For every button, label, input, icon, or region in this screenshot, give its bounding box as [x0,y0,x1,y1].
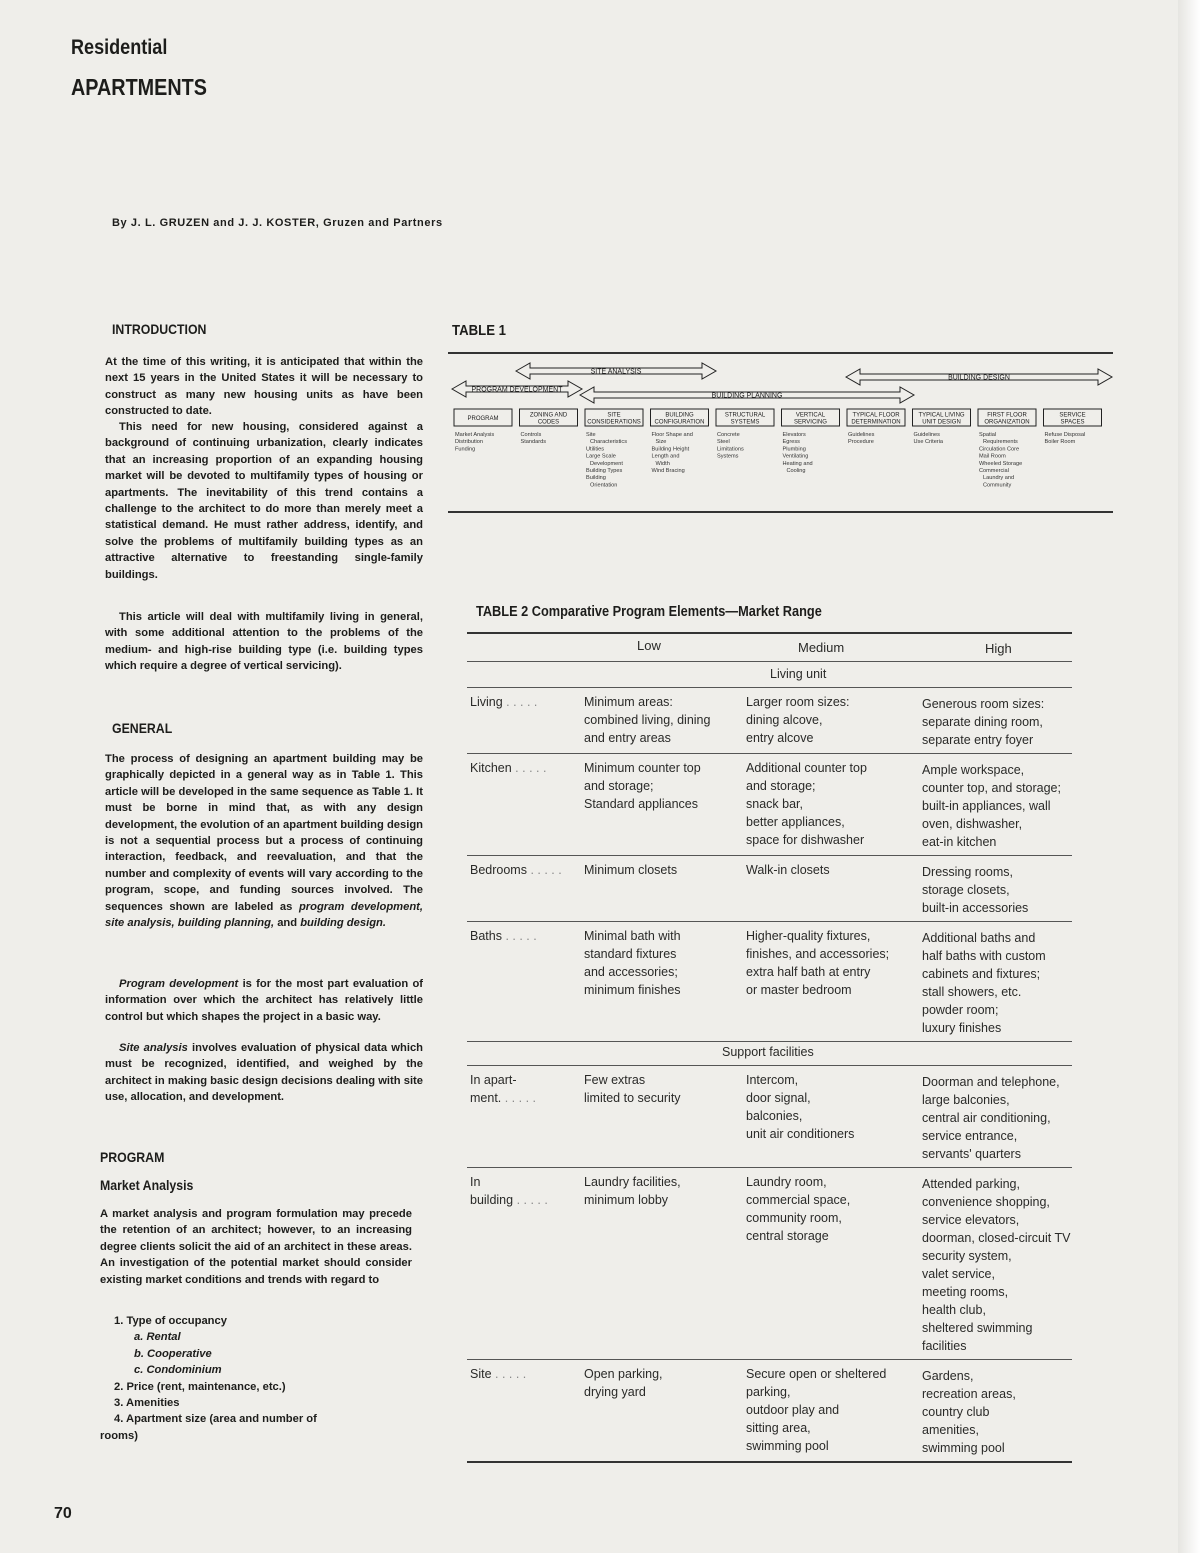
row-rule [467,921,1072,922]
site-analysis-arrow-label: SITE ANALYSIS [590,368,642,376]
cell-medium: central storage [746,1229,829,1243]
cell-high: Attended parking, [922,1177,1020,1191]
list-item: c. Condominium [134,1364,222,1377]
cell-medium: swimming pool [746,1439,829,1453]
cell-high: servants' quarters [922,1147,1021,1161]
group-label: Living unit [770,667,827,681]
list-item: a. Rental [134,1331,181,1344]
cell-high: cabinets and fixtures; [922,967,1041,981]
table1-step-item: Guidelines [913,432,940,438]
cell-medium: snack bar, [746,797,803,811]
cell-medium: unit air conditioners [746,1127,855,1141]
table1-step-item: Mail Room [979,453,1006,460]
table1-step-item: Guidelines [848,432,875,438]
table1-step-label: UNIT DESIGN [922,419,961,426]
table1-step-label: ZONING AND [529,412,568,419]
table1-step-item: Egress [782,439,800,446]
general-p1-and: and [277,917,298,930]
cell-medium: door signal, [746,1091,811,1105]
general-p3-term: Site analysis [119,1042,188,1054]
table1-step-label: SITE [607,412,621,419]
list-item: 3. Amenities [114,1397,180,1410]
table1-step-label: FIRST FLOOR [987,412,1027,419]
table1-step-item: Steel [717,439,730,446]
cell-high: doorman, closed-circuit TV [922,1231,1071,1245]
leader-dots: . . . . . [502,695,538,709]
table1-step-item: Use Criteria [913,439,944,446]
cell-high: swimming pool [922,1441,1005,1455]
cell-high: Generous room sizes: [922,697,1045,711]
cell-medium: space for dishwasher [746,833,865,847]
cell-low: Minimal bath with [584,929,681,943]
list-item: rooms) [100,1429,138,1442]
cell-high: central air conditioning, [922,1111,1051,1125]
table1-step-item: Large Scale [586,453,616,460]
cell-medium: finishes, and accessories; [746,947,890,961]
table1-step-item: Systems [717,453,739,460]
table1-step-label: CODES [537,419,560,426]
table1-bottom-rule [448,511,1113,513]
cell-high: health club, [922,1303,986,1317]
cell-low: Minimum areas: [584,695,673,709]
table1-step-label: SERVICE [1059,412,1086,419]
cell-medium: commercial space, [746,1193,851,1207]
cell-high: counter top, and storage; [922,781,1061,795]
byline: By J. L. GRUZEN and J. J. KOSTER, Gruzen and Partners [112,217,443,229]
cell-medium: Higher-quality fixtures, [746,929,871,943]
row-label: Site . . . . . [470,1367,527,1381]
cell-high: Ample workspace, [922,763,1025,777]
general-paragraph-1 [105,751,423,931]
program-paragraph: A market analysis and program formulation may precede the retention of an architect; however, to an increasing degree clients solicit the aid of an architect in these areas. An investigation of the potential market should consider existing market conditions and trends with regard to [100,1208,412,1286]
cell-medium: entry alcove [746,731,814,745]
row-label: Bedrooms . . . . . [470,863,562,877]
table1-step-item: Standards [520,439,546,446]
program-development-arrow-label: PROGRAM DEVELOPMENT [471,386,563,394]
market-analysis-list [100,1313,420,1444]
table1-step-item: Refuse Disposal [1044,432,1086,438]
leader-dots: . . . . . [526,863,562,877]
column-header-low: Low [637,638,661,653]
cell-high: country club [922,1405,990,1419]
cell-high: separate entry foyer [922,733,1034,747]
cell-low: minimum finishes [584,983,681,997]
general-p2-term: Program development [119,978,239,990]
cell-low: Few extras [584,1073,646,1087]
cell-low: Standard appliances [584,797,698,811]
group-rule [467,687,1072,688]
table1-step-item: Community [983,482,1012,489]
cell-low: and storage; [584,779,654,793]
leader-dots: . . . . . [491,1367,527,1381]
cell-high: built-in accessories [922,901,1029,915]
table1-step-item: Site [586,432,596,438]
table1-step-item: Building [586,475,606,482]
page-title: APARTMENTS [71,74,207,100]
page-number: 70 [54,1505,72,1522]
cell-high: meeting rooms, [922,1285,1009,1299]
table1-step-item: Floor Shape and [651,432,693,438]
table1-step-item: Elevators [782,432,806,438]
table1-step-item: Market Analysis [455,432,495,438]
table1-step-item: Characteristics [590,439,627,446]
table1-step-item: Wheeled Storage [979,460,1023,467]
row-label: ment. . . . . . [470,1091,536,1105]
cell-high: storage closets, [922,883,1010,897]
cell-high: valet service, [922,1267,995,1281]
building-planning-arrow-label: BUILDING PLANNING [711,392,783,400]
table1-step-label: SERVICING [794,419,827,426]
building-design-arrow-label: BUILDING DESIGN [948,374,1010,382]
cell-high: eat-in kitchen [922,835,997,849]
cell-high: sheltered swimming [922,1321,1033,1335]
cell-high: separate dining room, [922,715,1043,729]
cell-high: amenities, [922,1423,979,1437]
cell-high: service entrance, [922,1129,1018,1143]
cell-medium: Walk-in closets [746,863,830,877]
cell-low: drying yard [584,1385,646,1399]
table1-step-item: Heating and [782,460,813,467]
general-p1-last: building design. [300,917,386,930]
general-p1-terms: program development, site analysis, building planning, [105,900,424,930]
leader-dots: . . . . . [513,1193,548,1207]
table1-step-label: BUILDING [665,412,694,419]
table1-step-label: SYSTEMS [730,419,760,426]
table1-step-item: Procedure [848,439,874,446]
cell-high: Additional baths and [922,931,1036,945]
table1-step-item: Wind Bracing [651,468,685,474]
row-label: In apart- [470,1073,517,1087]
row-rule [467,1167,1072,1168]
table1-step-item: Requirements [983,439,1018,446]
cell-low: combined living, dining [584,713,711,727]
cell-medium: community room, [746,1211,842,1225]
table1-step-label: ORGANIZATION [984,419,1030,426]
table1-step-label: VERTICAL [795,412,826,419]
leader-dots: . . . . . [501,929,537,943]
table1-step-label: SPACES [1060,419,1085,426]
cell-medium: sitting area, [746,1421,811,1435]
table1-step-label: TYPICAL FLOOR [852,412,900,419]
cell-medium: Additional counter top [746,761,867,775]
table1-step-item: Plumbing [782,446,806,453]
table1-flow-diagram [448,357,1113,507]
table1-step-label: DETERMINATION [851,419,901,426]
table1-title: TABLE 1 [452,322,507,339]
market-analysis-heading: Market Analysis [100,1177,194,1193]
cell-medium: and storage; [746,779,816,793]
cell-high: recreation areas, [922,1387,1016,1401]
cell-high: security system, [922,1249,1012,1263]
program-heading: PROGRAM [100,1149,165,1165]
table1-step-item: Cooling [786,468,806,474]
cell-medium: Larger room sizes: [746,695,850,709]
cell-high: Gardens, [922,1369,974,1383]
cell-high: Dressing rooms, [922,865,1013,879]
row-label: building . . . . . [470,1193,548,1207]
list-item: b. Cooperative [134,1347,212,1360]
list-item: 2. Price (rent, maintenance, etc.) [114,1380,286,1393]
table1-step-item: Commercial [979,468,1009,474]
cell-high: powder room; [922,1003,999,1017]
table1-step-item: Orientation [590,482,618,489]
intro-paragraph-2: This need for new housing, considered against a background of continuing urbanization, clearly indicates that an increasing proportion of an expanding housing market will be devoted to multifamily types of housing or apartments. The inevitability of this trend contains a challenge to the architect to do more than merely meet a statistical demand. He must rather address, identify, and solve the problems of multifamily building types as an attractive alternative to freestanding single-family buildings. [105,421,423,581]
introduction-heading: INTRODUCTION [112,321,207,337]
row-rule [467,1041,1072,1042]
cell-low: standard fixtures [584,947,677,961]
row-label: In [470,1175,481,1189]
table1-step-item: Length and [651,453,680,460]
cell-high: luxury finishes [922,1021,1002,1035]
table1-step-item: Funding [455,446,476,453]
column-header-high: High [985,641,1012,656]
table1-step-item: Circulation Core [979,446,1020,453]
row-label: Baths . . . . . [470,929,537,943]
cell-low: and accessories; [584,965,678,979]
cell-low: minimum lobby [584,1193,669,1207]
leader-dots: . . . . . [501,1091,536,1105]
row-rule [467,1359,1072,1360]
general-p3-text: involves evaluation of physical data which must be recognized, identified, and weighed by the architect in making basic design decisions dealing with site use, allocation, and development. [105,1042,423,1104]
row-label: Kitchen . . . . . [470,761,547,775]
cell-high: oven, dishwasher, [922,817,1023,831]
table1-step-item: Laundry and [983,475,1015,482]
table1-step-item: Utilities [586,446,605,453]
cell-medium: Intercom, [746,1073,799,1087]
row-label: Living . . . . . [470,695,538,709]
table1-step-item: Width [655,460,670,467]
cell-medium: parking, [746,1385,791,1399]
table2-top-rule [467,632,1072,634]
cell-medium: Laundry room, [746,1175,827,1189]
table1-top-rule [448,352,1113,354]
cell-low: Minimum counter top [584,761,701,775]
cell-high: Doorman and telephone, [922,1075,1060,1089]
table1-step-item: Building Types [586,468,623,474]
table1-step-item: Size [655,439,667,446]
table1-step-label: STRUCTURAL [724,412,766,419]
group-label: Support facilities [722,1045,814,1059]
cell-medium: Secure open or sheltered [746,1367,887,1381]
table1-step-item: Distribution [455,439,483,446]
table2-bottom-rule [467,1461,1072,1463]
cell-medium: or master bedroom [746,983,852,997]
table1-step-item: Concrete [717,432,740,438]
list-item: 1. Type of occupancy [114,1315,227,1327]
header-rule [467,661,1072,662]
cell-high: facilities [922,1339,967,1353]
column-header-medium: Medium [798,640,845,655]
table2-title: TABLE 2 Comparative Program Elements—Market Range [476,604,822,620]
table1-step-item: Building Height [651,446,690,453]
table1-step-item: Spatial [979,432,997,438]
cell-low: Laundry facilities, [584,1175,681,1189]
page-edge [1178,0,1200,1553]
general-p1-text: The process of designing an apartment building may be graphically depicted in a general way as in Table 1. This article will be developed in the same sequence as Table 1. It must be borne in mind that, as with any design development, the evolution of an apartment building design is not a sequential process but a process of continuing interaction, feedback, and reevaluation, and that the number and complexity of events will vary according to the program, scope, and funding sources involved. The sequences shown are labeled as [105,753,423,913]
cell-low: Minimum closets [584,863,678,877]
general-p2-text: is for the most part evaluation of information over which the architect has relatively little control but which shapes the project in a basic way. [105,978,424,1023]
table1-step-label: CONFIGURATION [654,419,705,426]
cell-high: built-in appliances, wall [922,799,1051,813]
group-rule [467,1065,1072,1066]
table1-step-label: CONSIDERATIONS [587,419,641,426]
cell-low: and entry areas [584,731,671,745]
table1-step-item: Ventilating [782,453,809,460]
cell-medium: better appliances, [746,815,845,829]
row-rule [467,753,1072,754]
table1-step-item: Boiler Room [1044,439,1076,446]
row-rule [467,855,1072,856]
general-paragraph-3 [105,1040,423,1106]
general-paragraph-2 [105,976,423,1025]
cell-high: stall showers, etc. [922,985,1022,999]
list-item: 4. Apartment size (area and number of [114,1413,317,1426]
cell-medium: balconies, [746,1109,803,1123]
intro-paragraph-3: This article will deal with multifamily living in general, with some additional attention to the problems of the medium- and high-rise building type (i.e. building types which require a degree of vertical servicing). [105,611,423,673]
section-label: Residential [71,36,168,59]
cell-low: limited to security [584,1091,681,1105]
table1-step-item: Controls [520,432,542,438]
cell-high: convenience shopping, [922,1195,1050,1209]
table1-step-item: Limitations [717,446,744,453]
table1-step-label: TYPICAL LIVING [918,412,965,419]
cell-medium: extra half bath at entry [746,965,871,979]
cell-high: half baths with custom [922,949,1046,963]
leader-dots: . . . . . [511,761,547,775]
cell-medium: dining alcove, [746,713,823,727]
table1-step-label: PROGRAM [467,416,499,422]
intro-paragraph-1: At the time of this writing, it is anticipated that within the next 15 years in the United States it will be necessary to construct as many new housing units as have been constructed to date. [105,356,423,418]
cell-low: Open parking, [584,1367,663,1381]
general-heading: GENERAL [112,720,173,736]
cell-high: large balconies, [922,1093,1010,1107]
cell-medium: outdoor play and [746,1403,840,1417]
cell-high: service elevators, [922,1213,1020,1227]
table1-step-item: Development [590,460,623,467]
